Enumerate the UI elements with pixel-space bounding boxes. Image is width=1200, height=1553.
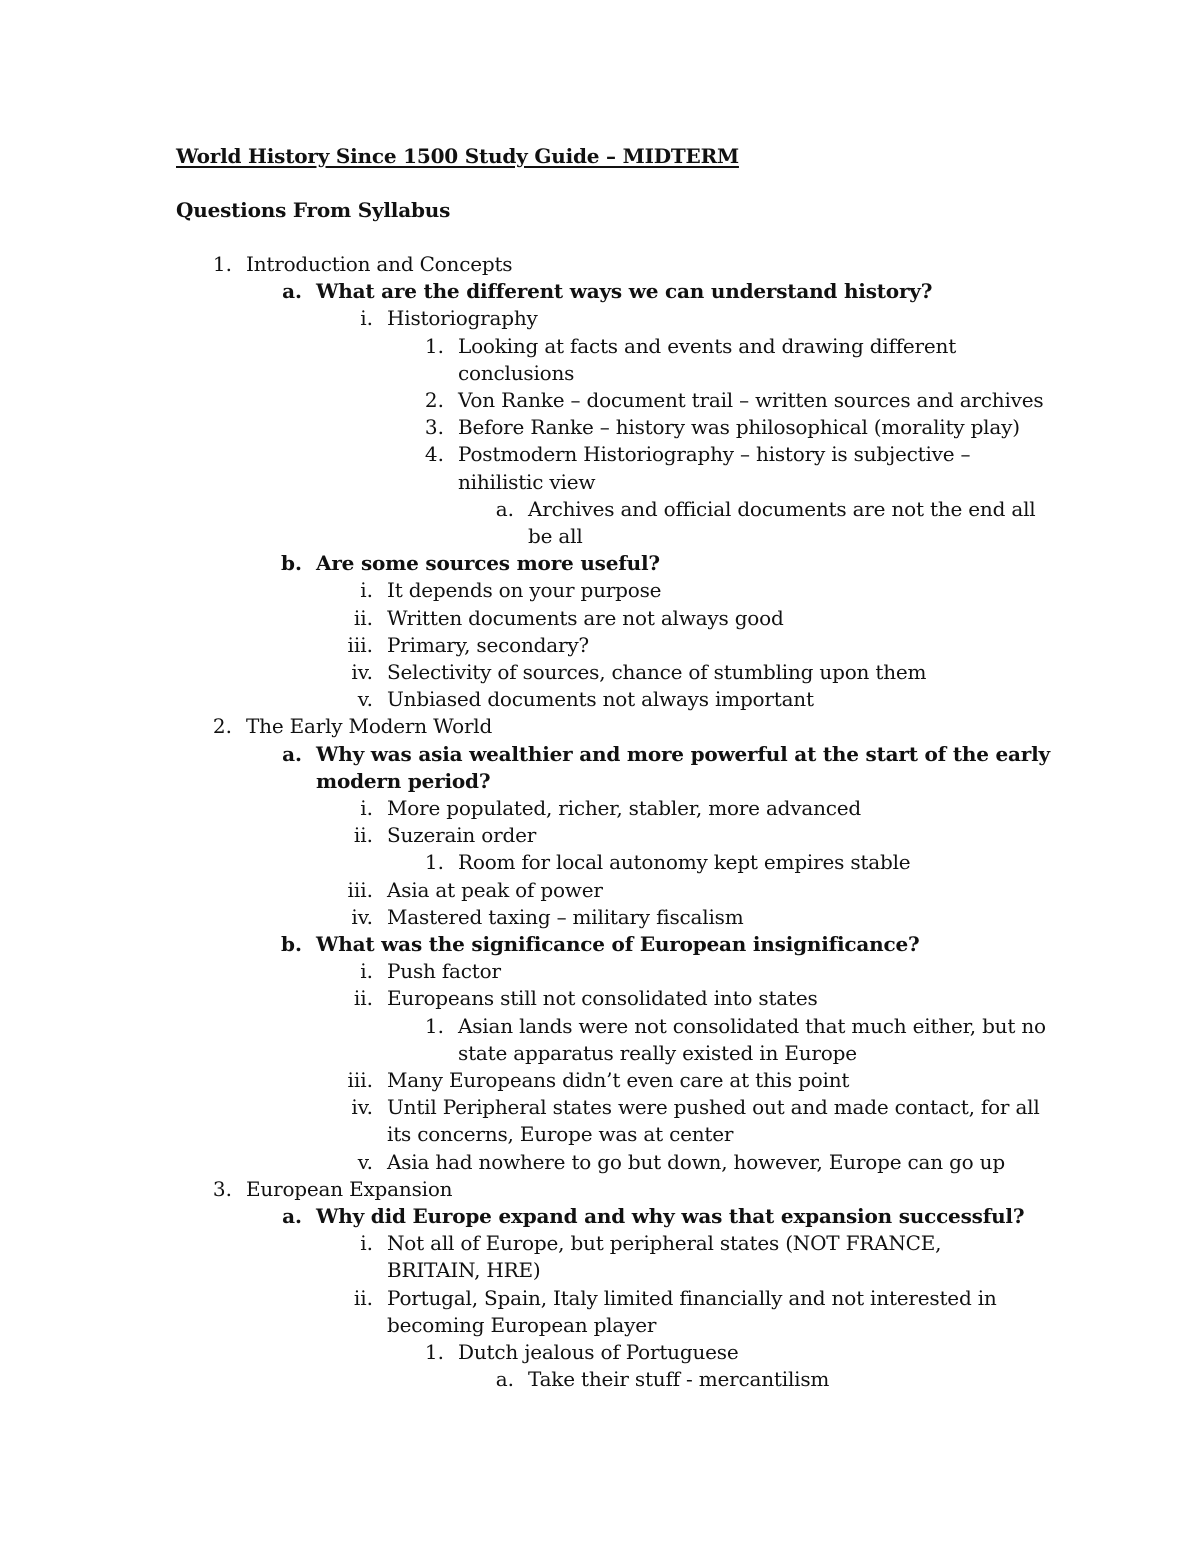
list-item-text: Suzerain order: [387, 823, 537, 847]
list-item-text: It depends on your purpose: [387, 578, 662, 602]
list-marker: a.: [282, 742, 302, 766]
list-marker: a.: [282, 279, 302, 303]
list-item-text: Written documents are not always good: [387, 606, 784, 630]
list-marker: 2.: [212, 714, 232, 738]
list-marker: i.: [360, 578, 373, 602]
list-marker: ii.: [353, 1286, 373, 1310]
list-marker: 1.: [424, 334, 444, 358]
list-marker: v.: [357, 687, 373, 711]
list-marker: 1.: [424, 1014, 444, 1038]
list-item-text: Take their stuff - mercantilism: [528, 1367, 830, 1391]
list-item-text: its concerns, Europe was at center: [387, 1122, 734, 1146]
list-item-text: modern period?: [316, 769, 491, 793]
list-marker: iii.: [347, 1068, 373, 1092]
list-marker: i.: [360, 306, 373, 330]
list-marker: a.: [495, 1367, 514, 1391]
list-item-text: The Early Modern World: [246, 714, 493, 738]
list-marker: a.: [495, 497, 514, 521]
list-marker: 1.: [424, 1340, 444, 1364]
list-item-text: Why was asia wealthier and more powerful at the start of the early: [316, 742, 1050, 766]
list-marker: iv.: [351, 1095, 373, 1119]
list-marker: iv.: [351, 660, 373, 684]
list-item-text: More populated, richer, stabler, more advanced: [387, 796, 862, 820]
list-marker: b.: [281, 932, 302, 956]
list-item-text: European Expansion: [246, 1177, 453, 1201]
list-marker: iv.: [351, 905, 373, 929]
list-marker: 1.: [212, 252, 232, 276]
list-marker: i.: [360, 959, 373, 983]
list-item-text: BRITAIN, HRE): [387, 1258, 541, 1282]
list-marker: b.: [281, 551, 302, 575]
list-marker: 4.: [424, 442, 444, 466]
list-item-text: Room for local autonomy kept empires stable: [458, 850, 911, 874]
list-item-text: Are some sources more useful?: [316, 551, 660, 575]
list-item-text: Archives and official documents are not the end all: [528, 497, 1036, 521]
list-item-text: Looking at facts and events and drawing different: [458, 334, 957, 358]
list-marker: ii.: [353, 986, 373, 1010]
list-item-text: Portugal, Spain, Italy limited financially and not interested in: [387, 1286, 997, 1310]
list-item-text: What are the different ways we can understand history?: [316, 279, 933, 303]
list-item-text: Many Europeans didn’t even care at this point: [387, 1068, 850, 1092]
list-marker: ii.: [353, 606, 373, 630]
list-item-text: Von Ranke – document trail – written sources and archives: [458, 388, 1044, 412]
list-item-text: conclusions: [458, 361, 575, 385]
list-marker: 2.: [424, 388, 444, 412]
list-marker: i.: [360, 1231, 373, 1255]
list-item-text: Historiography: [387, 306, 538, 330]
list-item-text: Before Ranke – history was philosophical (morality play): [458, 415, 1020, 439]
list-item-text: Why did Europe expand and why was that expansion successful?: [316, 1204, 1025, 1228]
list-marker: 3.: [424, 415, 444, 439]
list-marker: iii.: [347, 633, 373, 657]
list-marker: 1.: [424, 850, 444, 874]
list-item-text: What was the significance of European insignificance?: [316, 932, 920, 956]
list-item-text: Postmodern Historiography – history is subjective –: [458, 442, 971, 466]
list-item-text: becoming European player: [387, 1313, 657, 1337]
section-heading: Questions From Syllabus: [176, 198, 451, 222]
list-marker: 3.: [212, 1177, 232, 1201]
list-item-text: Not all of Europe, but peripheral states (NOT FRANCE,: [387, 1231, 942, 1255]
list-marker: i.: [360, 796, 373, 820]
list-item-text: Asian lands were not consolidated that much either, but no: [458, 1014, 1046, 1038]
list-item-text: Selectivity of sources, chance of stumbling upon them: [387, 660, 927, 684]
list-item-text: Europeans still not consolidated into states: [387, 986, 818, 1010]
list-marker: a.: [282, 1204, 302, 1228]
list-marker: v.: [357, 1150, 373, 1174]
list-item-text: Asia at peak of power: [387, 878, 603, 902]
list-item-text: Introduction and Concepts: [246, 252, 513, 276]
document-title: World History Since 1500 Study Guide – MIDTERM: [176, 144, 739, 168]
list-item-text: Asia had nowhere to go but down, however, Europe can go up: [387, 1150, 1005, 1174]
list-item-text: Mastered taxing – military fiscalism: [387, 905, 744, 929]
list-marker: ii.: [353, 823, 373, 847]
list-marker: iii.: [347, 878, 373, 902]
list-item-text: be all: [528, 524, 583, 548]
list-item-text: Primary, secondary?: [387, 633, 589, 657]
list-item-text: state apparatus really existed in Europe: [458, 1041, 857, 1065]
list-item-text: nihilistic view: [458, 470, 596, 494]
list-item-text: Push factor: [387, 959, 501, 983]
list-item-text: Until Peripheral states were pushed out and made contact, for all: [387, 1095, 1040, 1119]
list-item-text: Unbiased documents not always important: [387, 687, 814, 711]
list-item-text: Dutch jealous of Portuguese: [458, 1340, 739, 1364]
